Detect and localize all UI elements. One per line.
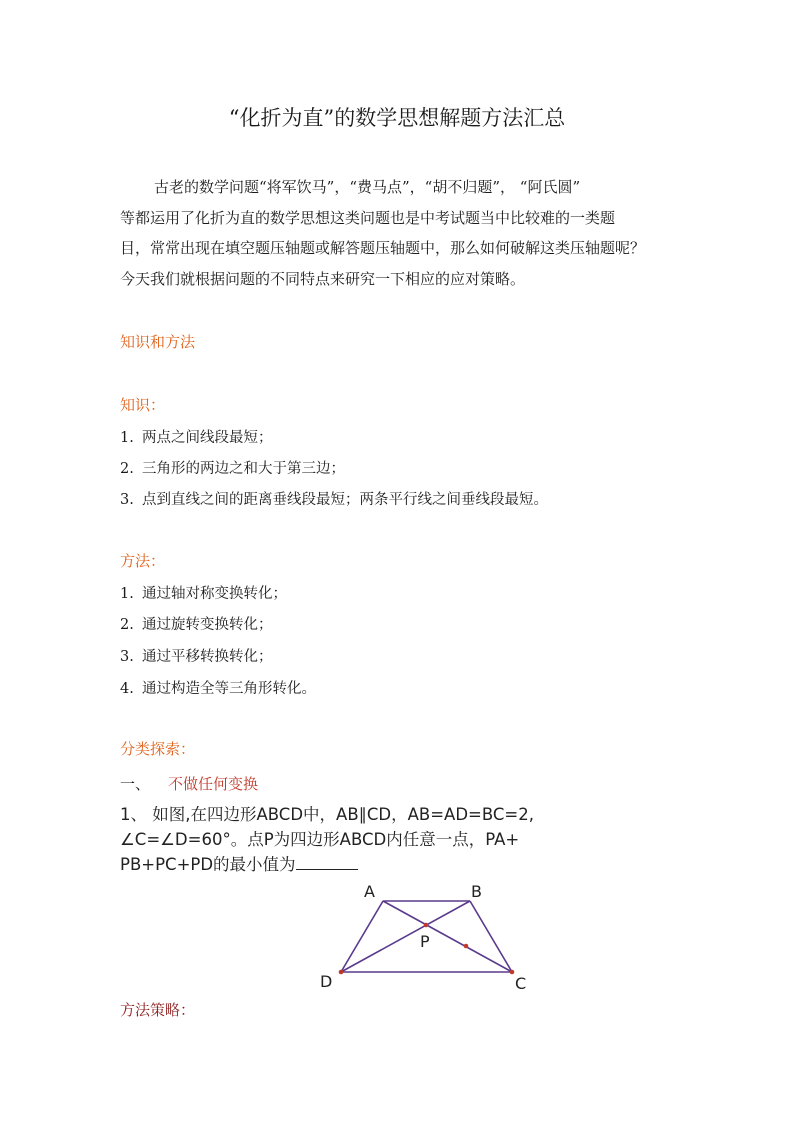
problem-line-3 <box>120 852 534 877</box>
item-text: 通过平移转换转化； <box>142 649 273 665</box>
answer-blank <box>296 855 358 870</box>
part-number: 一、 <box>120 775 151 793</box>
method-item <box>120 677 316 698</box>
method-item <box>120 645 273 666</box>
knowledge-heading: 知识： <box>120 396 166 414</box>
knowledge-item <box>120 457 345 478</box>
problem-line-1: 1、 如图,在四边形ABCD中，AB∥CD，AB=AD=BC=2, <box>120 805 534 824</box>
item-text: 通过旋转变换转化； <box>142 617 273 633</box>
item-number: 2. <box>120 461 134 477</box>
methods-heading: 方法： <box>120 552 166 570</box>
method-item <box>120 613 273 634</box>
item-number: 1. <box>120 430 134 446</box>
point-d-dot <box>339 970 344 975</box>
label-a: A <box>364 882 375 901</box>
item-text: 三角形的两边之和大于第三边； <box>142 461 345 477</box>
item-text: 点到直线之间的距离垂线段最短；两条平行线之间垂线段最短。 <box>142 492 548 508</box>
item-number: 1. <box>120 586 134 602</box>
label-p: P <box>420 932 430 951</box>
knowledge-item <box>120 488 548 509</box>
item-text: 通过轴对称变换转化； <box>142 586 287 602</box>
item-text: 通过构造全等三角形转化。 <box>142 681 316 697</box>
item-number: 4. <box>120 681 134 697</box>
item-number: 3. <box>120 649 134 665</box>
intro-line-3: 目，常常出现在填空题压轴题或解答题压轴题中，那么如何破解这类压轴题呢？ <box>120 239 646 257</box>
intro-line-2: 等都运用了化折为直的数学思想这类问题也是中考试题当中比较难的一类题 <box>120 208 616 227</box>
label-c: C <box>515 974 527 993</box>
intro-line-1: 古老的数学问题“将军饮马”，“费马点”，“胡不归题”， “阿氏圆” <box>154 178 581 196</box>
intro-paragraph <box>120 172 682 294</box>
section-knowledge-methods: 知识和方法 <box>120 333 196 351</box>
diagonal-bd <box>341 901 470 972</box>
part-title: 不做任何变换 <box>168 775 259 793</box>
item-number: 2. <box>120 617 134 633</box>
method-item <box>120 582 287 603</box>
point-c-dot <box>510 970 515 975</box>
problem-line-3-text: PB+PC+PD的最小值为 <box>120 855 296 874</box>
item-number: 3. <box>120 492 134 508</box>
diagonal-ac <box>383 901 512 972</box>
intro-line-4: 今天我们就根据问题的不同特点来研究一下相应的应对策略。 <box>120 269 526 288</box>
page-title: “化折为直”的数学思想解题方法汇总 <box>228 106 566 130</box>
knowledge-item <box>120 426 273 447</box>
trapezoid-figure <box>310 875 550 995</box>
label-d: D <box>320 972 333 991</box>
point-p-dot <box>424 923 429 928</box>
problem-statement <box>120 802 534 877</box>
strategy-heading: 方法策略： <box>120 1001 196 1019</box>
problem-line-2: ∠C=∠D=60°。点P为四边形ABCD内任意一点，PA+ <box>120 830 520 849</box>
label-b: B <box>471 882 482 901</box>
part-one-heading <box>120 773 258 794</box>
point-extra-dot <box>464 944 469 949</box>
classification-heading: 分类探索： <box>120 740 196 758</box>
item-text: 两点之间线段最短； <box>142 430 273 446</box>
